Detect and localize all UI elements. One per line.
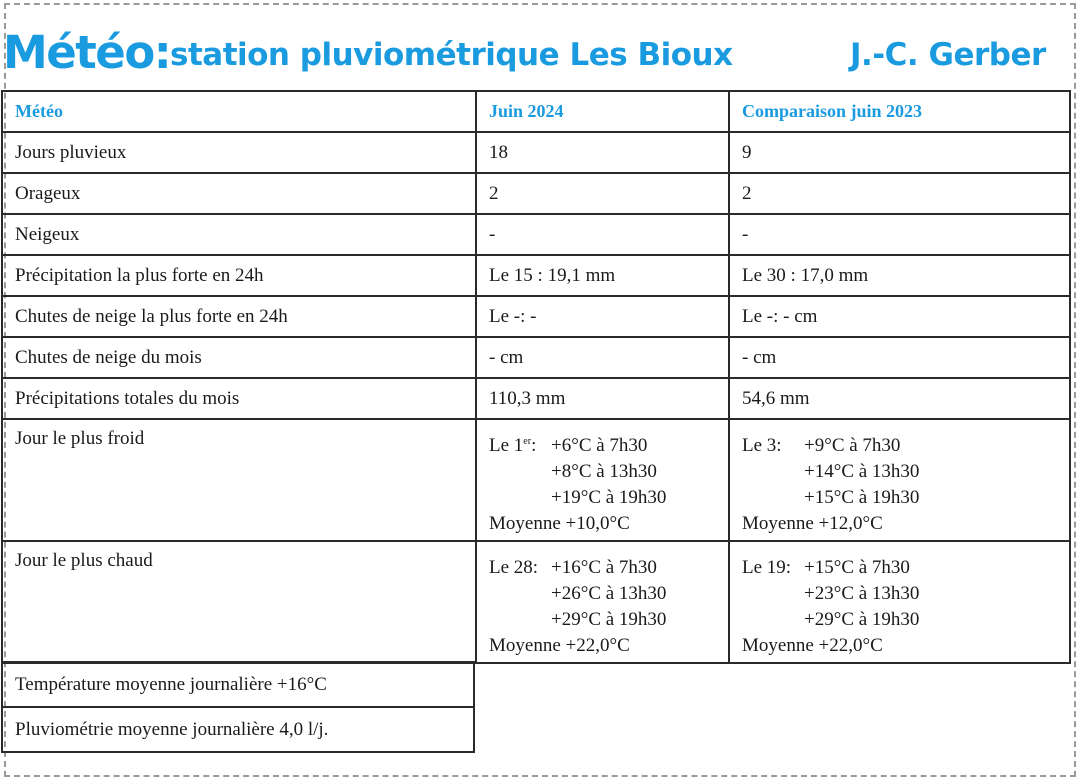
- coldest-2024-day: Le 1er:: [489, 435, 537, 456]
- temp-average: Moyenne +10,0°C: [489, 513, 630, 534]
- table-row: [2, 378, 1070, 419]
- daily-rainfall-average: Pluviométrie moyenne journalière 4,0 l/j.: [2, 707, 474, 752]
- column-header-2024: Juin 2024: [476, 91, 729, 132]
- table-header-row: [2, 91, 1070, 132]
- temp-reading: +19°C à 19h30: [551, 487, 667, 508]
- value-2024: Le 15 : 19,1 mm: [476, 255, 729, 296]
- value-2023: 9: [729, 132, 1070, 173]
- value-2023: -: [729, 214, 1070, 255]
- row-label: Chutes de neige du mois: [2, 337, 476, 378]
- table-row-hottest: [2, 541, 1070, 663]
- table-row: [2, 296, 1070, 337]
- table-row: [2, 173, 1070, 214]
- temp-average: Moyenne +22,0°C: [742, 635, 883, 656]
- temp-reading: +14°C à 13h30: [804, 461, 920, 482]
- temp-reading: +15°C à 7h30: [804, 557, 910, 578]
- temp-reading: +15°C à 19h30: [804, 487, 920, 508]
- table-row-coldest: [2, 419, 1070, 541]
- row-label: [2, 419, 476, 541]
- value-2024: Le -: -: [476, 296, 729, 337]
- row-label: Précipitations totales du mois: [2, 378, 476, 419]
- value-2023: 2: [729, 173, 1070, 214]
- value-2023: Le 30 : 17,0 mm: [729, 255, 1070, 296]
- row-label: Chutes de neige la plus forte en 24h: [2, 296, 476, 337]
- daily-temperature-average: Température moyenne journalière +16°C: [2, 662, 474, 707]
- value-2024: 18: [476, 132, 729, 173]
- table-row: [2, 662, 474, 707]
- value-2023: 54,6 mm: [729, 378, 1070, 419]
- temp-reading: +6°C à 7h30: [551, 435, 648, 456]
- temp-reading: +29°C à 19h30: [804, 609, 920, 630]
- temp-reading: +29°C à 19h30: [551, 609, 667, 630]
- column-header-2023: Comparaison juin 2023: [729, 91, 1070, 132]
- temp-average: Moyenne +12,0°C: [742, 513, 883, 534]
- row-label: [2, 541, 476, 663]
- table-row: [2, 707, 474, 752]
- temp-average: Moyenne +22,0°C: [489, 635, 630, 656]
- weather-table: [1, 90, 1071, 664]
- column-header-meteo: Météo: [2, 91, 476, 132]
- summary-table: [1, 661, 475, 753]
- coldest-2024: [476, 419, 729, 541]
- hottest-2023: [729, 541, 1070, 663]
- hottest-label: Jour le plus chaud: [15, 550, 153, 571]
- temp-reading: +9°C à 7h30: [804, 435, 901, 456]
- row-label: Précipitation la plus forte en 24h: [2, 255, 476, 296]
- row-label: Orageux: [2, 173, 476, 214]
- table-row: [2, 214, 1070, 255]
- hottest-2024-day: Le 28:: [489, 557, 539, 578]
- hottest-2024: [476, 541, 729, 663]
- value-2024: -: [476, 214, 729, 255]
- temp-reading: +23°C à 13h30: [804, 583, 920, 604]
- hottest-2023-day: Le 19:: [742, 557, 792, 578]
- page-header: [0, 24, 1080, 84]
- coldest-2023: [729, 419, 1070, 541]
- value-2023: - cm: [729, 337, 1070, 378]
- temp-reading: +16°C à 7h30: [551, 557, 657, 578]
- coldest-label: Jour le plus froid: [15, 428, 145, 449]
- temp-reading: +8°C à 13h30: [551, 461, 657, 482]
- row-label: Jours pluvieux: [2, 132, 476, 173]
- table-row: [2, 132, 1070, 173]
- value-2024: 110,3 mm: [476, 378, 729, 419]
- row-label: Neigeux: [2, 214, 476, 255]
- value-2024: - cm: [476, 337, 729, 378]
- table-row: [2, 255, 1070, 296]
- value-2024: 2: [476, 173, 729, 214]
- page-subtitle: station pluviométrique Les Bioux: [170, 37, 733, 73]
- value-2023: Le -: - cm: [729, 296, 1070, 337]
- temp-reading: +26°C à 13h30: [551, 583, 667, 604]
- author-name: J.-C. Gerber: [850, 37, 1046, 73]
- coldest-2023-day: Le 3:: [742, 435, 782, 456]
- page-title: Météo:: [3, 26, 171, 79]
- table-row: [2, 337, 1070, 378]
